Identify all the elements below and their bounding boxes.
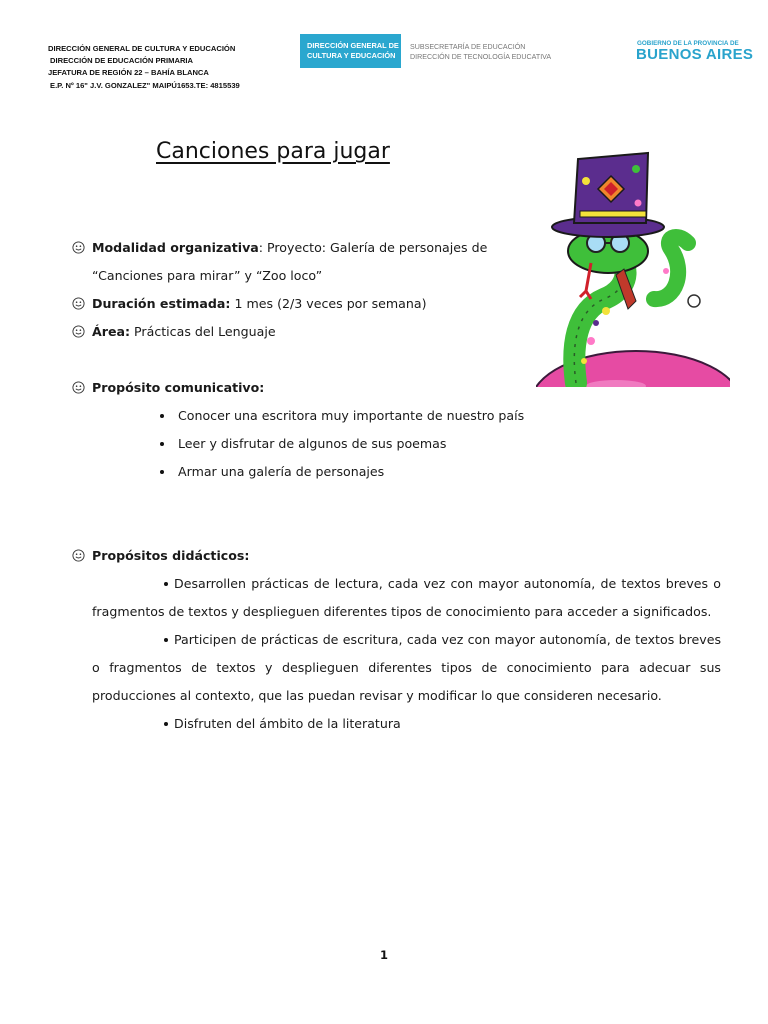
bullet-icon: [160, 414, 164, 418]
area-value: Prácticas del Lenguaje: [130, 324, 276, 339]
duracion-label: Duración estimada:: [92, 296, 231, 311]
area-row: [92, 324, 276, 339]
smiley-icon: [72, 241, 85, 254]
smiley-icon: [72, 325, 85, 338]
bullet-icon: [164, 722, 168, 726]
propositos-didacticos-label: Propósitos didácticos:: [92, 548, 250, 563]
bullet-icon: [160, 470, 164, 474]
snake-hat-illustration: [536, 151, 730, 387]
page-title: Canciones para jugar: [156, 139, 390, 164]
header-line: JEFATURA DE REGIÓN 22 – BAHÍA BLANCA: [48, 68, 209, 78]
smiley-icon: [72, 549, 85, 562]
propositos-didacticos-list: [92, 570, 721, 738]
smiley-icon: [72, 297, 85, 310]
bullet-icon: [164, 638, 168, 642]
bullet-icon: [164, 582, 168, 586]
modalidad-value-line2: “Canciones para mirar” y “Zoo loco”: [92, 268, 323, 283]
duracion-row: [92, 296, 426, 311]
modalidad-label: Modalidad organizativa: [92, 240, 259, 255]
area-label: Área:: [92, 324, 131, 339]
dgcye-logo: DIRECCIÓN GENERAL DE CULTURA Y EDUCACIÓN: [300, 34, 401, 68]
list-item: Leer y disfrutar de algunos de sus poemas: [160, 436, 446, 451]
modalidad-row: [92, 240, 524, 255]
gobierno-provincia-text: GOBIERNO DE LA PROVINCIA DE: [637, 40, 739, 47]
list-item: Participen de prácticas de escritura, cada vez con mayor autonomía, de textos breves o fragmentos de textos y desplieguen diferentes tipos de conocimiento para adecuar sus producciones al contexto, que las puedan revisar y modificar lo que consideren necesario.: [92, 632, 721, 703]
header-line: DIRECCIÓN GENERAL DE CULTURA Y EDUCACIÓN: [48, 44, 236, 53]
modalidad-value: : Proyecto: Galería de personajes de: [258, 240, 488, 255]
list-item: Conocer una escritora muy importante de nuestro país: [160, 408, 524, 423]
list-item: Desarrollen prácticas de lectura, cada vez con mayor autonomía, de textos breves o fragmentos de textos y desplieguen diferentes tipos de conocimiento para acceder a significados.: [92, 576, 721, 619]
list-item: Disfruten del ámbito de la literatura: [92, 710, 721, 738]
bullet-icon: [160, 442, 164, 446]
subsecretaria-logo-text: SUBSECRETARÍA DE EDUCACIÓN DIRECCIÓN DE TECNOLOGÍA EDUCATIVA: [410, 43, 552, 61]
header-line: E.P. Nº 16" J.V. GONZALEZ" MAIPÚ1653.TE: 4815539: [50, 80, 240, 90]
page-number: 1: [380, 948, 389, 962]
smiley-icon: [72, 381, 85, 394]
header-line: DIRECCIÓN DE EDUCACIÓN PRIMARIA: [50, 56, 194, 66]
duracion-value: 1 mes (2/3 veces por semana): [230, 296, 427, 311]
header-institution: [48, 43, 240, 92]
list-item: Armar una galería de personajes: [160, 464, 384, 479]
buenos-aires-logo: BUENOS AIRES: [636, 46, 754, 63]
proposito-comunicativo-label: Propósito comunicativo:: [92, 380, 265, 395]
